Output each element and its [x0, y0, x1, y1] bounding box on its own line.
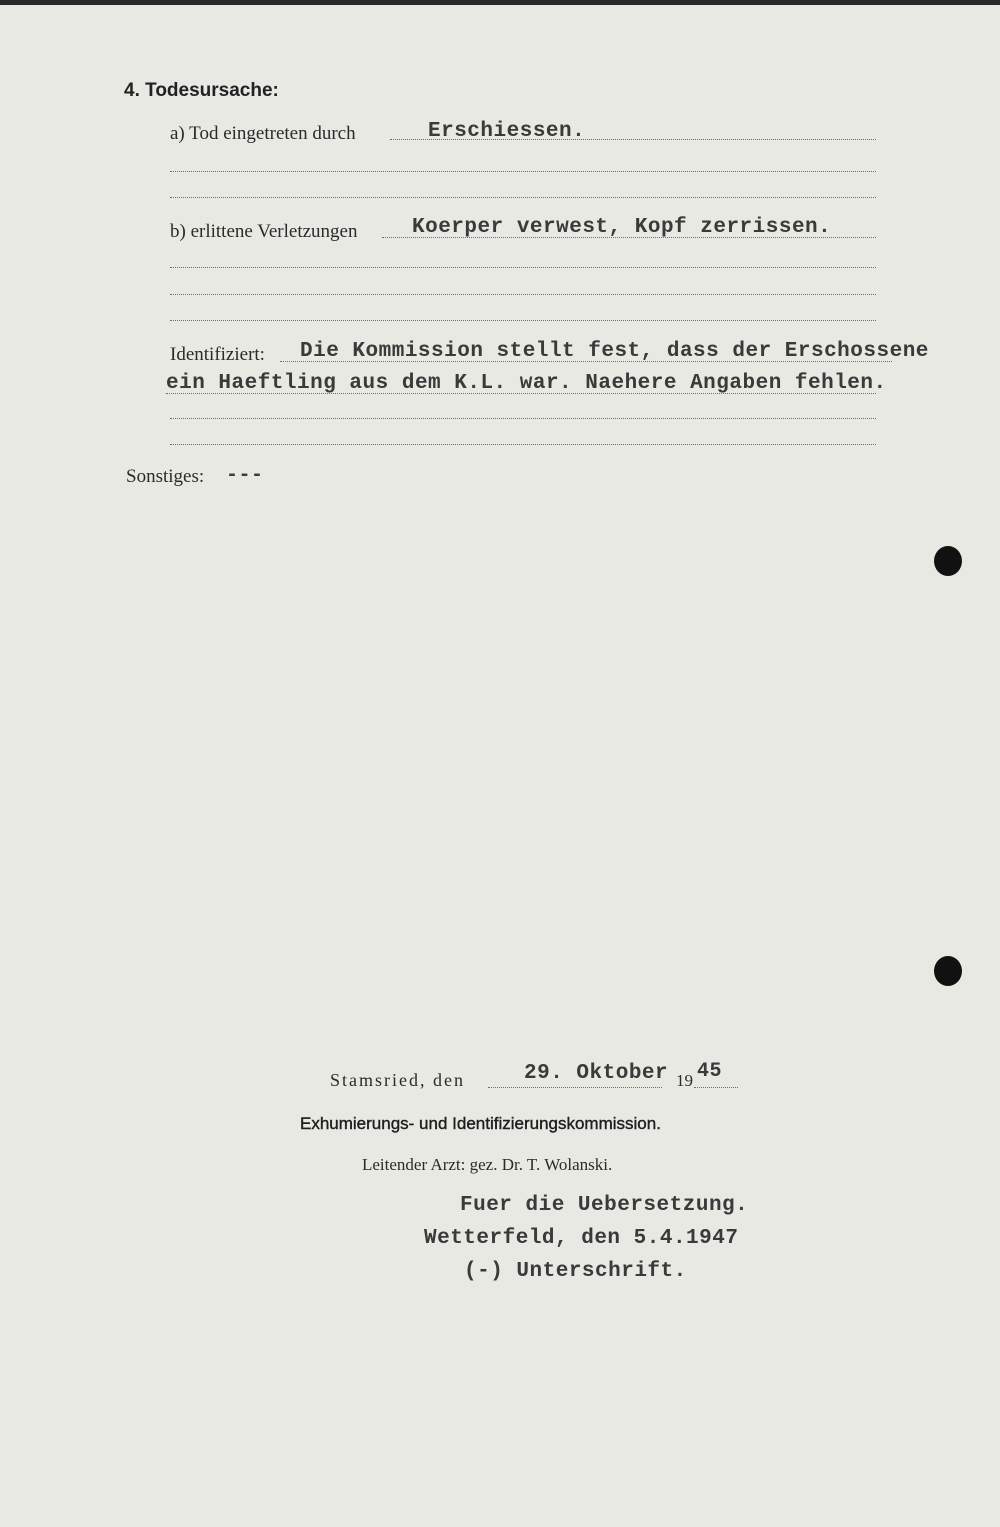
identified-line-2: ein Haeftling aus dem K.L. war. Naehere Angaben fehlen. — [166, 372, 887, 395]
doctor-signature: Leitender Arzt: gez. Dr. T. Wolanski. — [362, 1155, 613, 1174]
translation-line-1: Fuer die Uebersetzung. — [460, 1194, 749, 1217]
dotted-line — [170, 320, 876, 321]
dotted-line — [170, 197, 876, 198]
translation-line-2: Wetterfeld, den 5.4.1947 — [424, 1227, 739, 1250]
scan-edge — [0, 0, 1000, 5]
dotted-line — [170, 294, 876, 295]
commission-name: Exhumierungs- und Identifizierungskommission. — [300, 1114, 661, 1133]
injuries-label: b) erlittene Verletzungen — [170, 221, 358, 242]
year-prefix: 19 — [676, 1071, 693, 1090]
identified-label: Identifiziert: — [170, 344, 265, 365]
dotted-line — [694, 1087, 738, 1088]
dotted-line — [170, 171, 876, 172]
dotted-line — [170, 267, 876, 268]
identified-line-1: Die Kommission stellt fest, dass der Erschossene — [300, 340, 929, 363]
date-value: 29. Oktober — [524, 1062, 669, 1085]
translation-line-3: (-) Unterschrift. — [464, 1260, 687, 1283]
misc-label: Sonstiges: — [126, 466, 205, 487]
place-label: Stamsried, den — [330, 1070, 465, 1090]
section-heading: 4. Todesursache: — [124, 80, 279, 101]
dotted-line — [170, 444, 876, 445]
cause-value: Erschiessen. — [428, 120, 586, 143]
cause-label: a) Tod eingetreten durch — [170, 123, 356, 144]
dotted-line — [170, 418, 876, 419]
punch-hole — [934, 956, 962, 986]
punch-hole — [934, 546, 962, 576]
dotted-line — [488, 1087, 662, 1088]
misc-value: --- — [226, 464, 264, 487]
injuries-value: Koerper verwest, Kopf zerrissen. — [412, 216, 832, 239]
year-suffix: 45 — [697, 1060, 723, 1083]
